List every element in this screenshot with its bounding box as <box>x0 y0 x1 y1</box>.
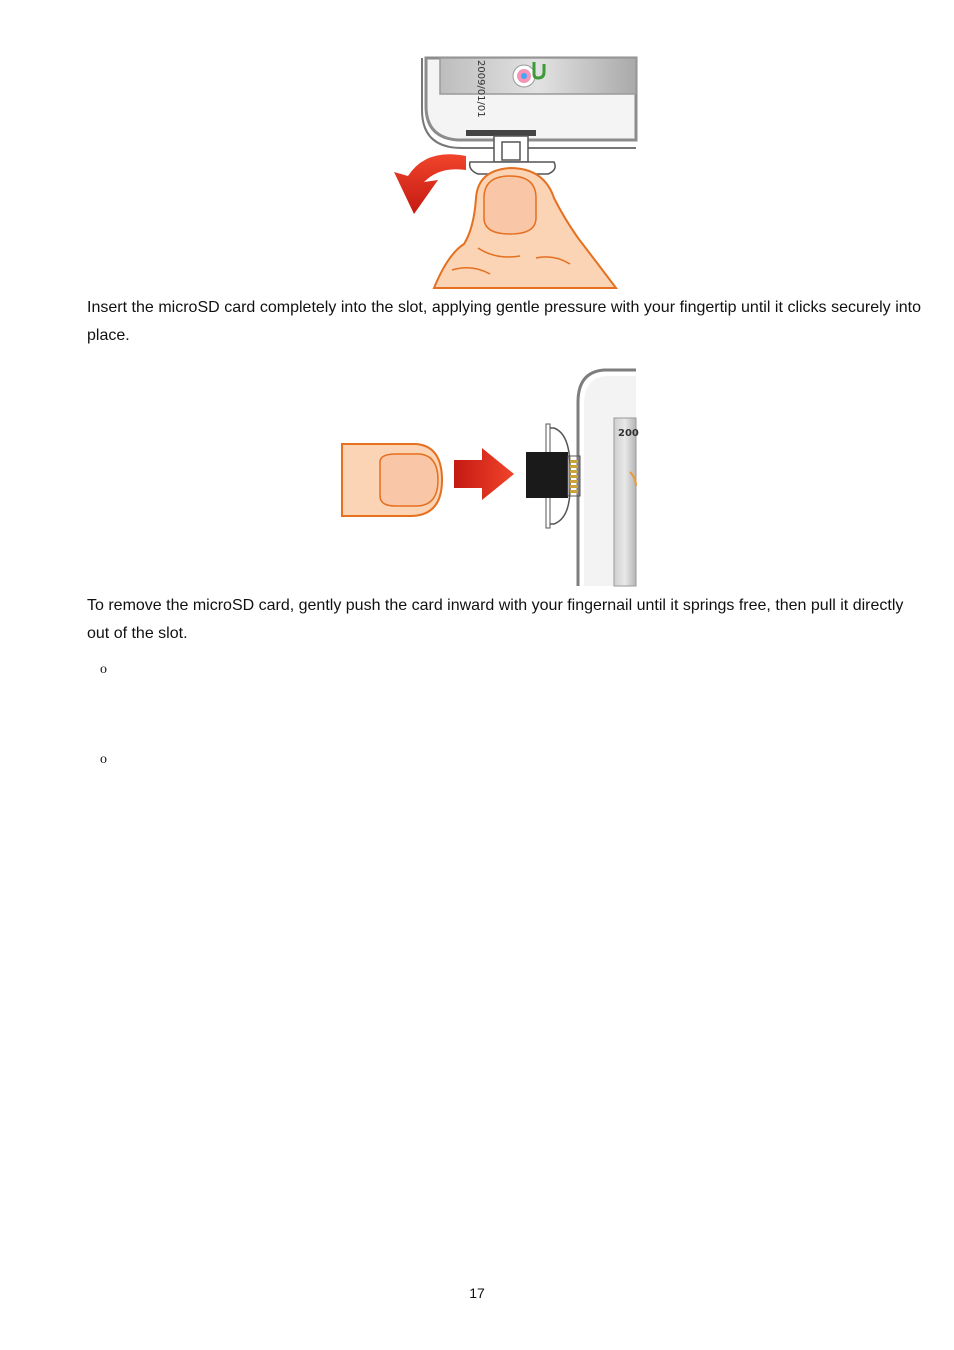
device-side <box>578 370 639 586</box>
figure-insert-card <box>342 368 639 586</box>
list-bullet: o <box>100 752 107 767</box>
finger-hand <box>434 168 616 288</box>
finger <box>342 444 442 516</box>
page-number: 17 <box>469 1285 485 1301</box>
insert-illustration <box>342 368 639 586</box>
remove-instruction-text: To remove the microSD card, gently push the card inward with your fingernail until it springs free, then pull it directly out of the slot. <box>87 597 904 642</box>
figure-eject-card <box>386 58 636 288</box>
device-date-label: 2009/01/01 <box>475 60 486 118</box>
list-bullet: o <box>100 662 107 677</box>
microsd-card-icon <box>526 452 580 498</box>
device-date-label: 200 <box>618 428 639 439</box>
eject-illustration <box>386 58 636 288</box>
insert-instruction-text: Insert the microSD card completely into the slot, applying gentle pressure with your fingertip until it clicks securely into place. <box>87 299 921 344</box>
red-right-arrow-icon <box>454 448 514 500</box>
red-curved-arrow-icon <box>394 154 466 214</box>
